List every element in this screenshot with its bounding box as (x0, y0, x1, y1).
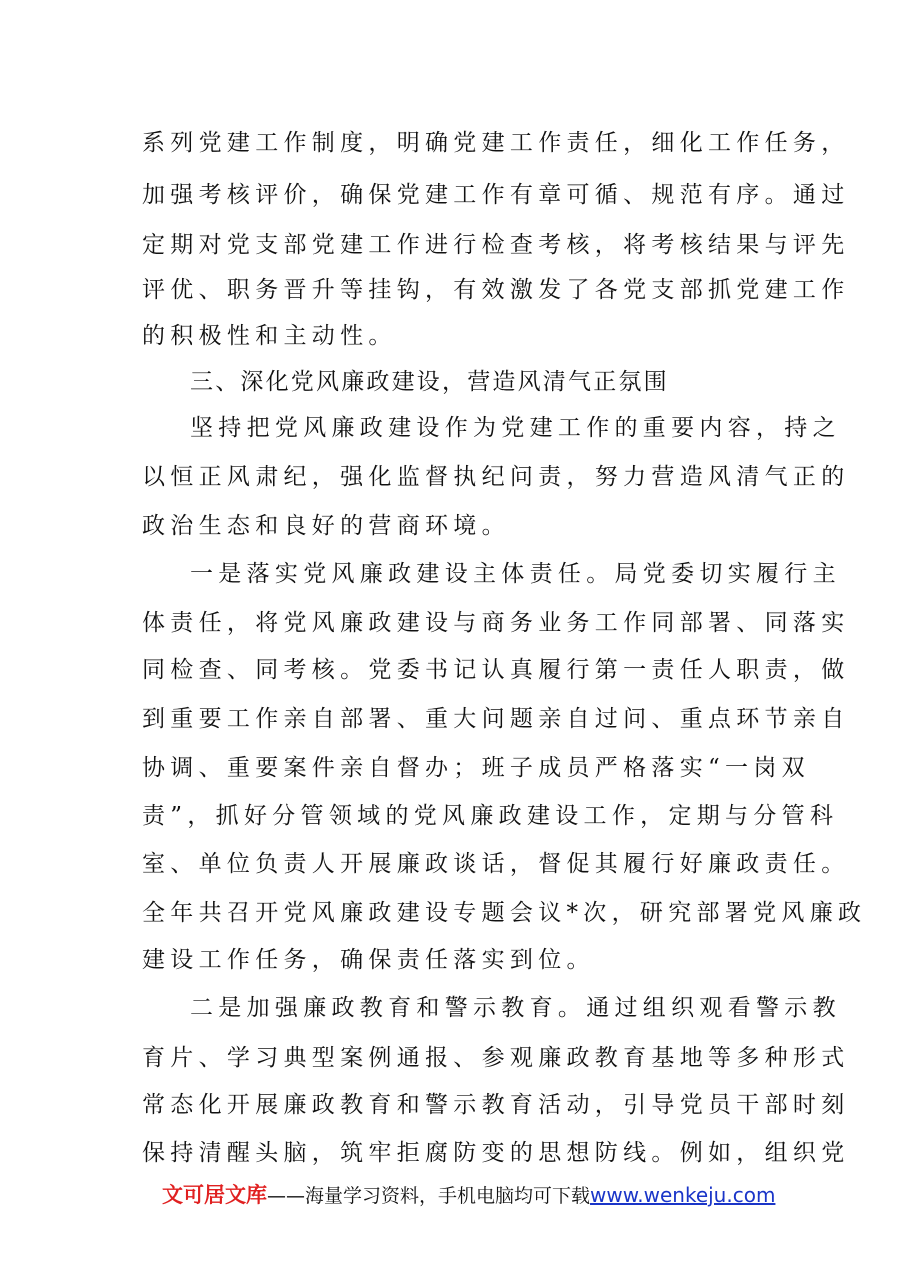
body-line-11: 体责任，将党风廉政建设与商务业务工作同部署、同落实 (142, 610, 850, 636)
body-line-17: 全年共召开党风廉政建设专题会议*次，研究部署党风廉政 (142, 900, 867, 926)
body-line-18: 建设工作任务，确保责任落实到位。 (142, 947, 595, 973)
body-line-1: 系列党建工作制度，明确党建工作责任，细化工作任务， (142, 130, 850, 156)
body-line-5: 的积极性和主动性。 (142, 323, 397, 349)
body-line-15: 责”，抓好分管领域的党风廉政建设工作，定期与分管科 (142, 803, 839, 829)
body-line-2: 加强考核评价，确保党建工作有章可循、规范有序。通过 (142, 182, 850, 208)
body-line-10: 一是落实党风廉政建设主体责任。局党委切实履行主 (190, 561, 841, 587)
body-line-21: 常态化开展廉政教育和警示教育活动，引导党员干部时刻 (142, 1092, 850, 1118)
body-line-16: 室、单位负责人开展廉政谈话，督促其履行好廉政责任。 (142, 851, 850, 877)
body-line-14: 协调、重要案件亲自督办；班子成员严格落实“一岗双 (142, 755, 810, 781)
section-heading: 三、深化党风廉政建设，营造风清气正氛围 (190, 369, 669, 395)
body-line-8: 以恒正风肃纪，强化监督执纪问责，努力营造风清气正的 (142, 464, 850, 490)
footer-brand: 文可居文库 (162, 1183, 267, 1207)
body-line-20: 育片、学习典型案例通报、参观廉政教育基地等多种形式 (142, 1045, 850, 1071)
footer-url-link[interactable]: www.wenkeju.com (590, 1183, 776, 1207)
body-line-9: 政治生态和良好的营商环境。 (142, 513, 510, 539)
body-line-7: 坚持把党风廉政建设作为党建工作的重要内容，持之 (190, 415, 841, 441)
body-line-3: 定期对党支部党建工作进行检查考核，将考核结果与评先 (142, 232, 850, 258)
body-line-12: 同检查、同考核。党委书记认真履行第一责任人职责，做 (142, 657, 850, 683)
footer-banner (162, 1180, 776, 1210)
body-line-22: 保持清醒头脑，筑牢拒腐防变的思想防线。例如，组织党 (142, 1140, 850, 1166)
body-line-19: 二是加强廉政教育和警示教育。通过组织观看警示教 (190, 995, 841, 1021)
body-line-4: 评优、职务晋升等挂钩，有效激发了各党支部抓党建工作 (142, 277, 850, 303)
body-line-13: 到重要工作亲自部署、重大问题亲自过问、重点环节亲自 (142, 706, 850, 732)
footer-slogan: ——海量学习资料，手机电脑均可下载 (267, 1185, 591, 1207)
